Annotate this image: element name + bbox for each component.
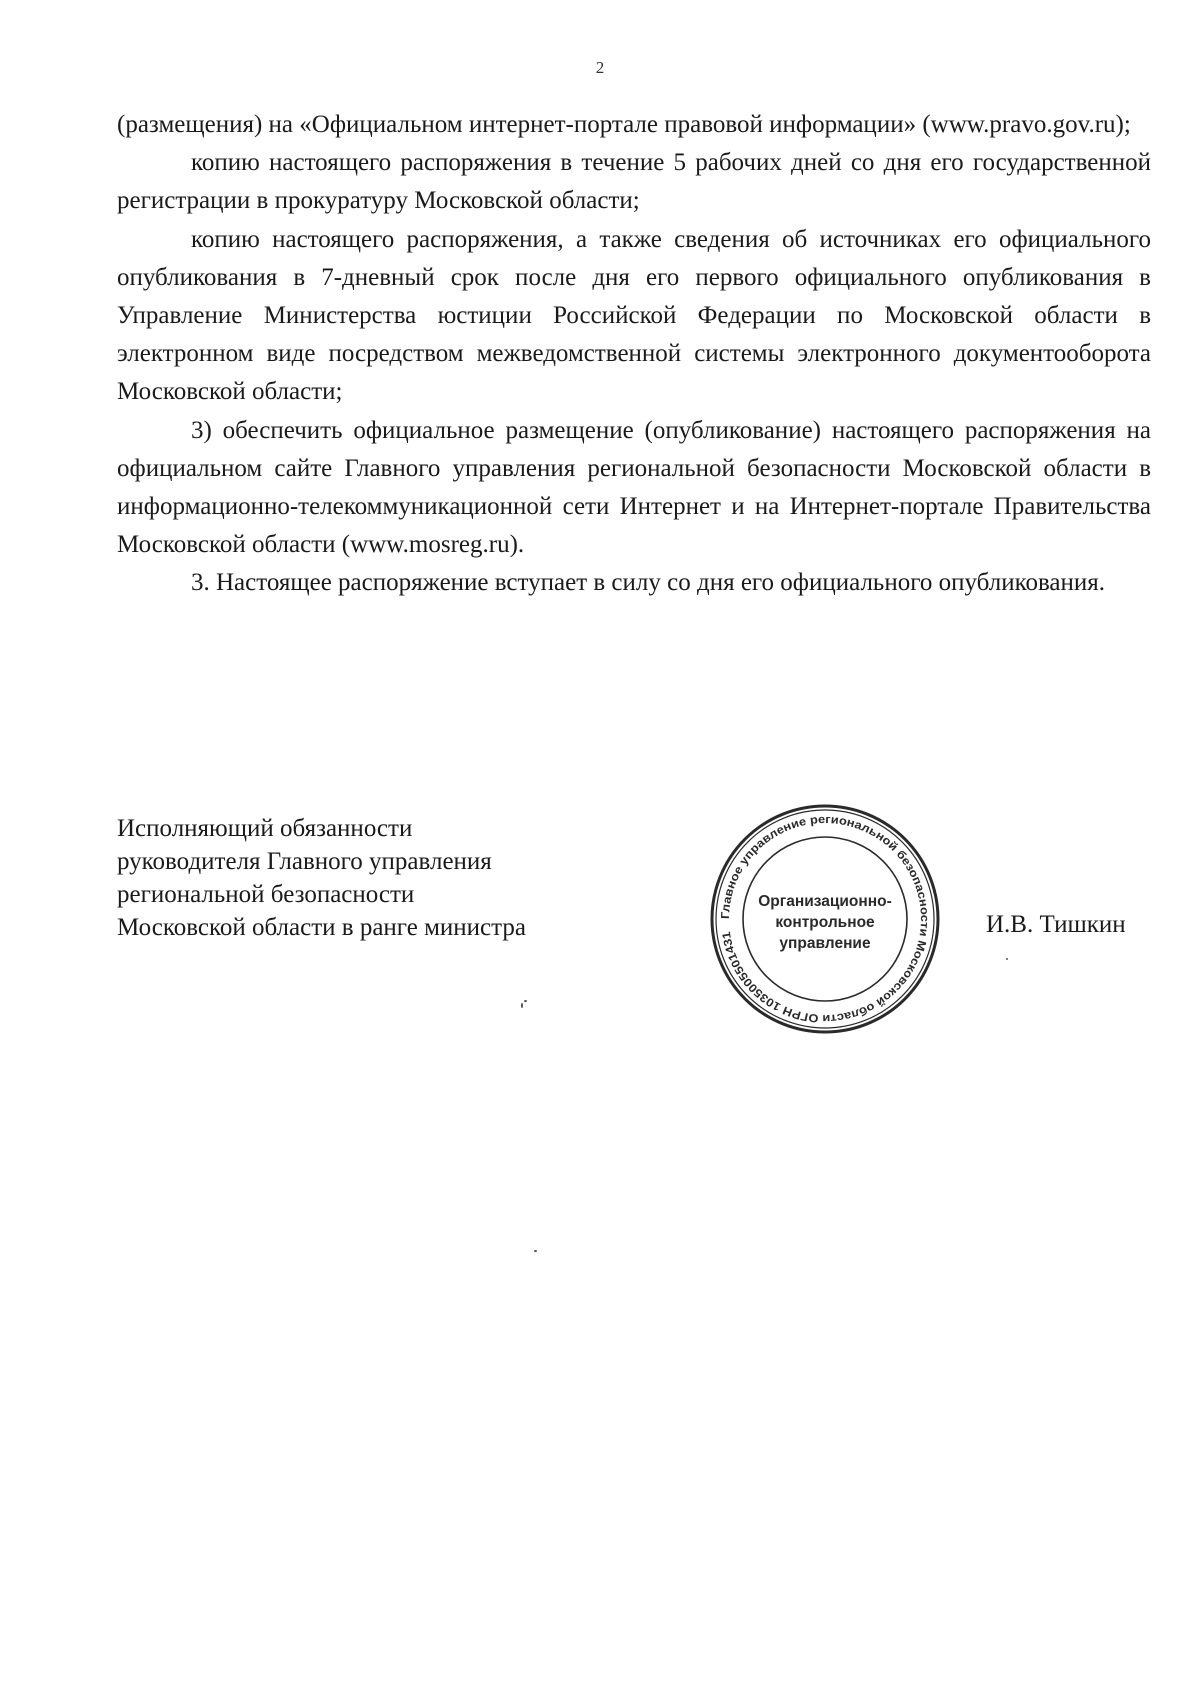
signatory-position-line: Московской области в ранге министра <box>117 914 526 941</box>
scan-speck <box>524 1000 527 1002</box>
seal-ring-text: Главное управление региональной безопасности Московской области ОГРН 1035005501431 <box>719 813 931 1025</box>
paragraph: 3) обеспечить официальное размещение (опубликование) настоящего распоряжения на официальном сайте Главного управления региональной безопасности Московской области в информационно-телекоммуникационной сети Интернет и на Интернет-портале Правительства Московской области (www.mosreg.ru). <box>117 416 1151 559</box>
paragraph: копию настоящего распоряжения, а также сведения об источниках его официального опубликования в 7-дневный срок после дня его первого официального опубликования в Управление Министерства юстиции Российской Федерации по Московской области в электронном виде посредством межведомственной системы электронного документооборота Московской области; <box>117 225 1151 406</box>
signatory-position-line: руководителя Главного управления <box>117 848 492 875</box>
document-body <box>117 106 1151 603</box>
seal-center-line: управление <box>779 935 871 952</box>
page-number: 2 <box>595 58 605 77</box>
seal-center-line: контрольное <box>775 914 875 931</box>
scan-speck <box>521 1003 523 1008</box>
signatory-name: И.В. Тишкин <box>986 911 1126 938</box>
seal-center-line: Организационно- <box>758 893 892 910</box>
paragraph: 3. Настоящее распоряжение вступает в силу со дня его официального опубликования. <box>191 569 1106 597</box>
signatory-position-line: Исполняющий обязанности <box>117 815 413 842</box>
scan-speck <box>534 1250 537 1252</box>
official-seal-stamp <box>708 802 942 1036</box>
signatory-position <box>117 812 617 944</box>
scan-speck <box>1006 958 1008 960</box>
paragraph: (размещения) на «Официальном интернет-портале правовой информации» (www.pravo.gov.ru); <box>117 111 1131 138</box>
seal-icon <box>708 802 942 1036</box>
paragraph: копию настоящего распоряжения в течение 5 рабочих дней со дня его государственной регистрации в прокуратуру Московской области; <box>117 149 1151 215</box>
signatory-position-line: региональной безопасности <box>117 881 415 908</box>
